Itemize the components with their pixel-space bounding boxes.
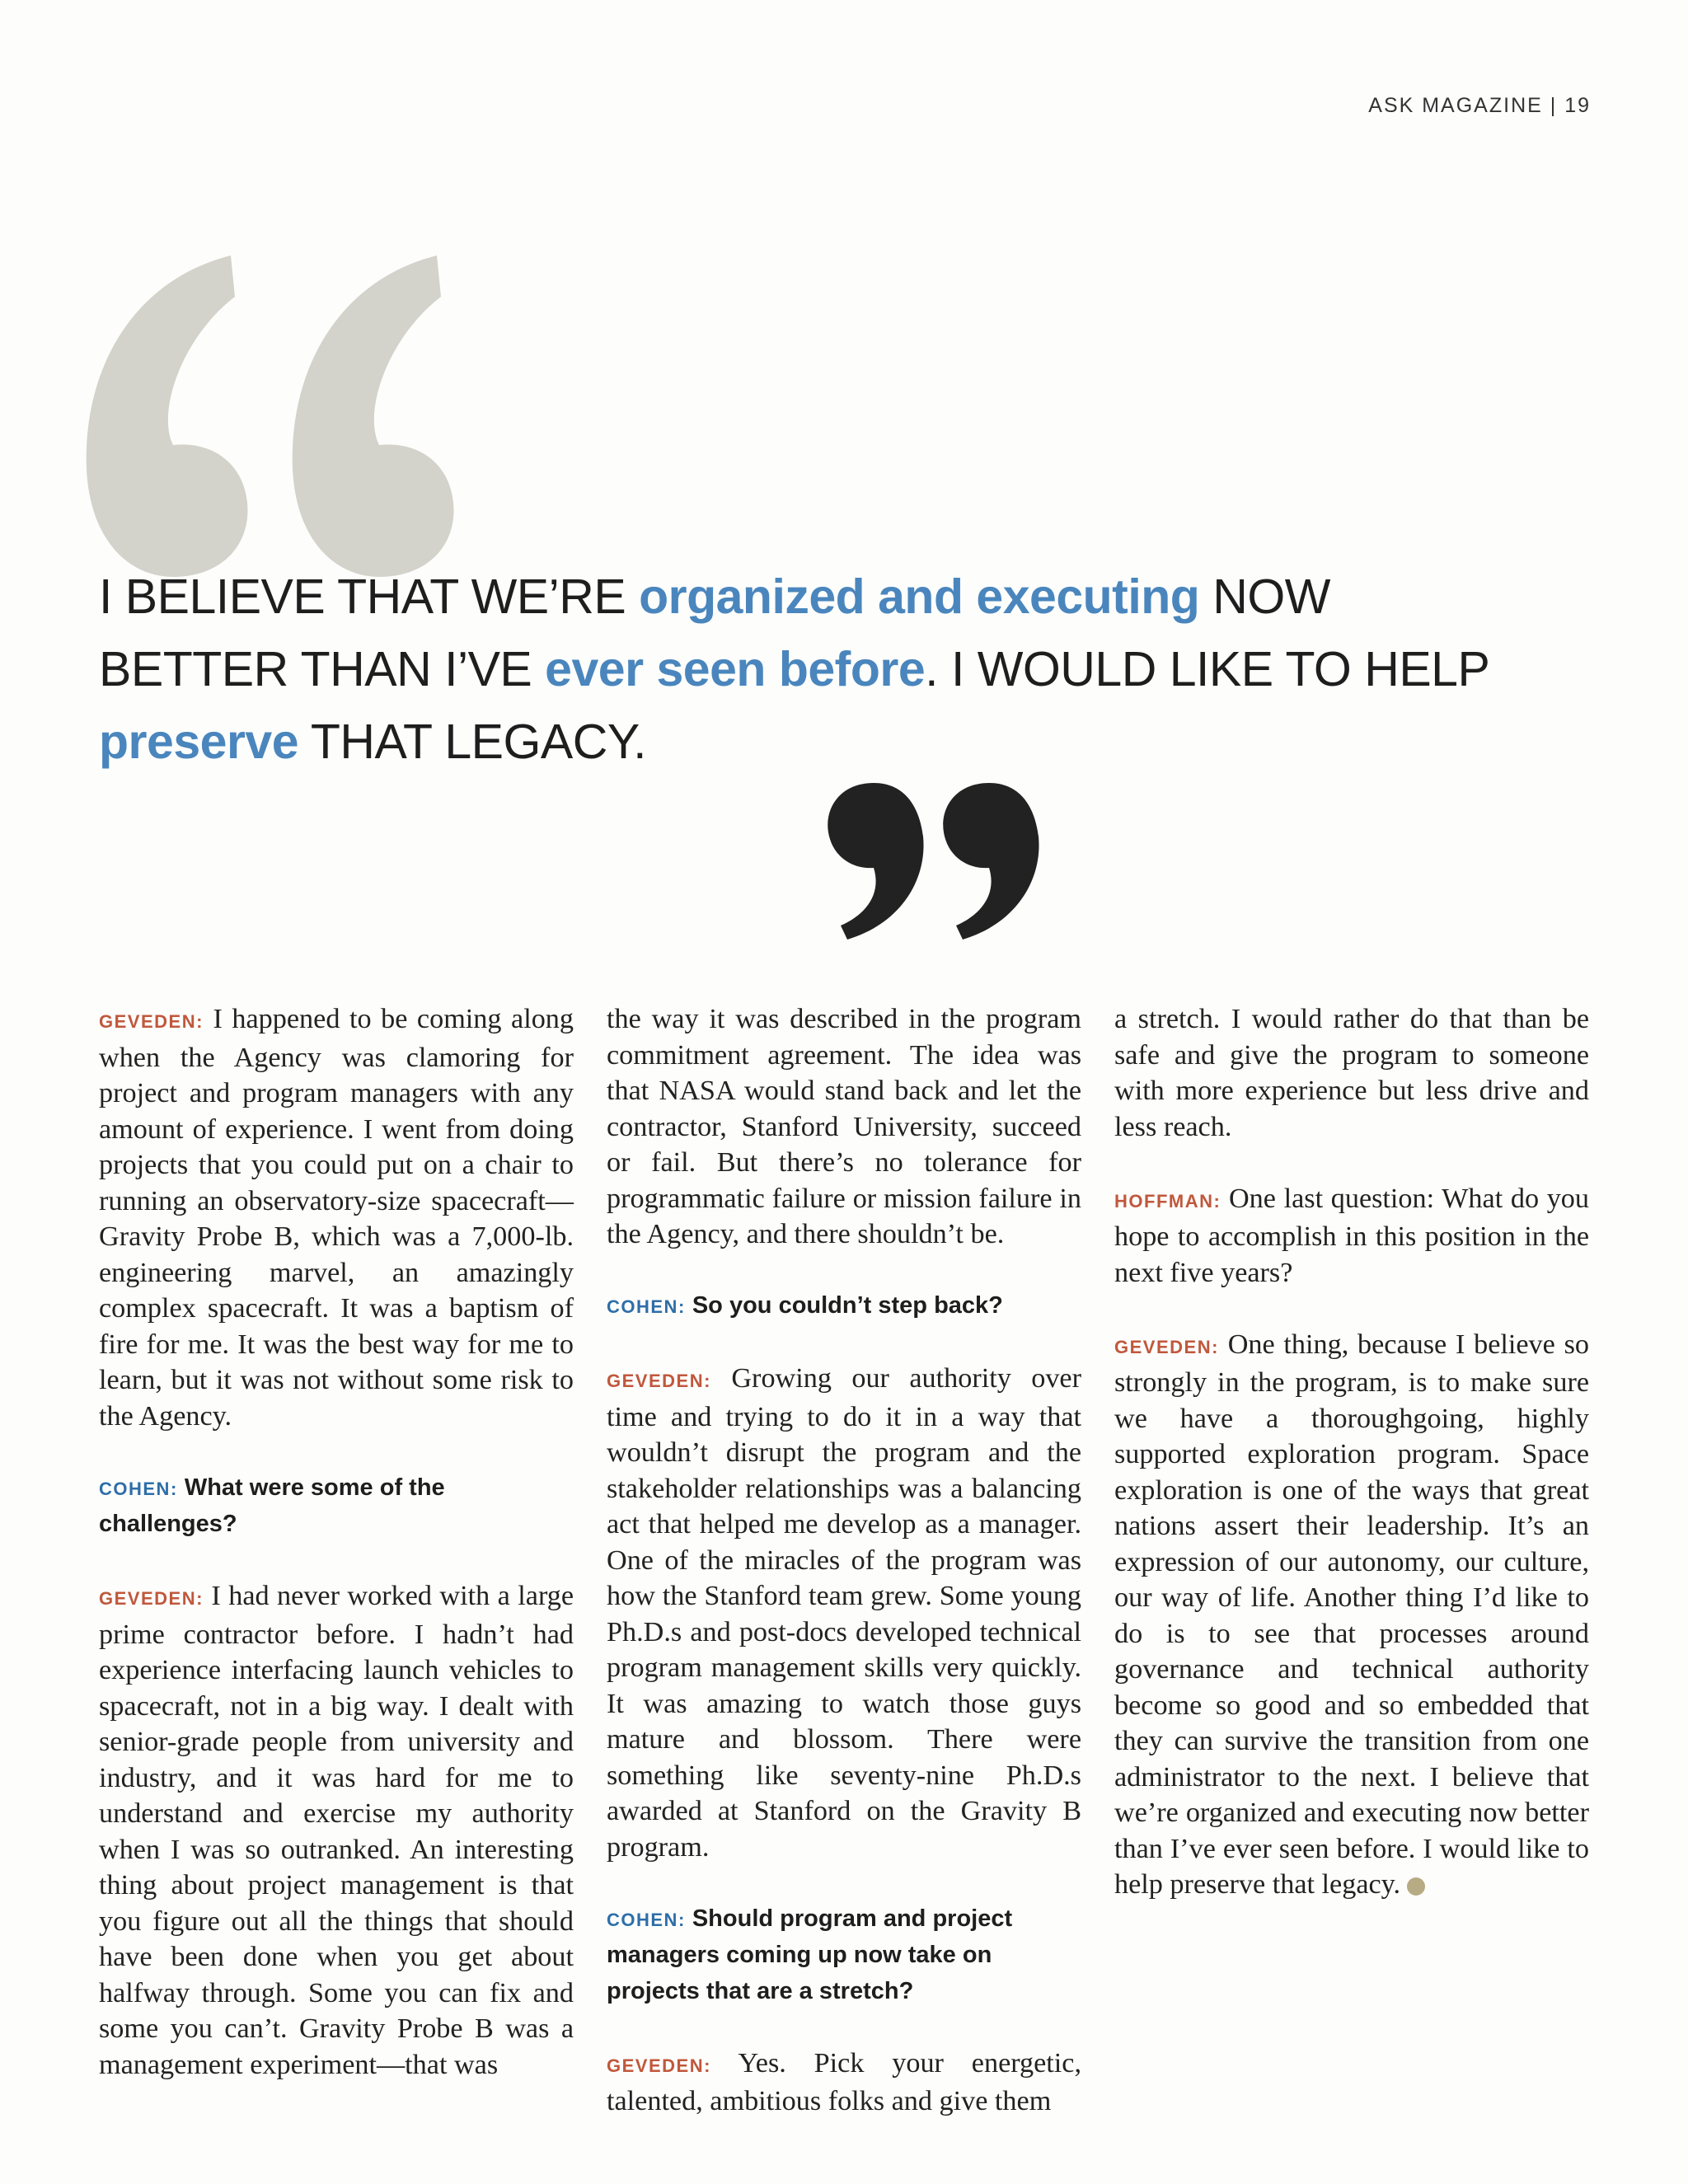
paragraph: [607, 1001, 1081, 1253]
paragraph-text: the way it was described in the program commitment agreement. The idea was that NASA would stand back and let the contractor, Stanford University, succeed or fail. But there’s no tolerance for programmatic failure or mission failure in the Agency, and there shouldn’t be.: [607, 1004, 1081, 1249]
paragraph-text: One thing, because I believe so strongly in the program, is to make sure we have a thoroughgoing, highly supported exploration program. Space exploration is one of the ways that great nations assert their leadership. It’s an expression of our autonomy, our culture, our way of life. Another thing I’d like to do is to see that processes around governance and technical authority become so good and so embedded that they can survive the transition from one administrator to the next. I believe that we’re organized and executing now better than I’ve ever seen before. I would like to help preserve that legacy.: [1114, 1329, 1589, 1900]
text-column-3: [1114, 1001, 1589, 1938]
speaker-label: COHEN:: [607, 1296, 686, 1317]
paragraph: [607, 2046, 1081, 2120]
question: [99, 1470, 574, 1543]
question-text: So you couldn’t step back?: [685, 1292, 1003, 1319]
paragraph-text: One last question: What do you hope to accomplish in this position in the next five years?: [1114, 1183, 1589, 1288]
speaker-label: GEVEDEN:: [607, 2055, 711, 2076]
paragraph-text: I had never worked with a large prime contractor before. I hadn’t had experience interfacing launch vehicles to spacecraft, not in a big way. I dealt with senior-grade people from university and industry, and it was hard for me to understand and exercise my authority when I was so outranked. An interesting thing about project management is that you figure out all the things that should have been done when you get about halfway through. Some you can fix and some you can’t. Gravity Probe B was a management experiment—that was: [99, 1581, 574, 2080]
text-column-1: [99, 1001, 574, 2119]
pull-quote-highlight: ever seen before: [545, 642, 926, 696]
paragraph-text: Yes. Pick your energetic, talented, ambitious folks and give them: [607, 2047, 1081, 2116]
question-text: Should program and project managers coming up now take on projects that are a stretch?: [607, 1905, 1013, 2004]
pull-quote: [99, 560, 1500, 778]
paragraph: [1114, 1327, 1589, 1903]
speaker-label: COHEN:: [607, 1909, 686, 1930]
pull-quote-highlight: organized and executing: [639, 569, 1200, 624]
speaker-label: COHEN:: [99, 1478, 178, 1499]
text-column-2: [607, 1001, 1081, 2155]
speaker-label: HOFFMAN:: [1114, 1190, 1221, 1212]
speaker-label: GEVEDEN:: [99, 1588, 204, 1609]
question-text: What were some of the challenges?: [99, 1474, 445, 1537]
paragraph-text: Growing our authority over time and trying to do it in a way that wouldn’t disrupt the program and the stakeholder relationships was a balancing act that helped me develop as a manager. One of the miracles of the program was how the Stanford team grew. Some young Ph.D.s and post-docs developed technical program management skills very quickly. It was amazing to watch those guys mature and blossom. There were something like seventy-nine Ph.D.s awarded at Stanford on the Gravity B program.: [607, 1363, 1081, 1863]
pull-quote-text: NOW BETTER THAN I’VE: [99, 569, 1330, 696]
question: [607, 1901, 1081, 2010]
speaker-label: GEVEDEN:: [1114, 1336, 1219, 1357]
paragraph: [607, 1361, 1081, 1865]
pull-quote-text: THAT LEGACY.: [298, 715, 647, 769]
paragraph: [99, 1001, 574, 1434]
end-mark-icon: [1407, 1877, 1425, 1896]
paragraph: [1114, 1181, 1589, 1291]
pull-quote-highlight: preserve: [99, 715, 299, 769]
paragraph-text: a stretch. I would rather do that than be safe and give the program to someone with more experience but less drive and less reach.: [1114, 1004, 1589, 1142]
speaker-label: GEVEDEN:: [99, 1011, 204, 1032]
speaker-label: GEVEDEN:: [607, 1371, 711, 1391]
paragraph: [99, 1578, 574, 2083]
close-quote-mark: [824, 779, 1055, 944]
page-header: ASK MAGAZINE | 19: [1368, 94, 1591, 117]
pull-quote-text: . I WOULD LIKE TO HELP: [925, 642, 1489, 696]
paragraph-text: I happened to be coming along when the Agency was clamoring for project and program managers with any amount of experience. I went from doing projects that you could put on a chair to running an observatory-size spacecraft—Gravity Probe B, which was a 7,000-lb. engineering marvel, an amazingly complex spacecraft. It was a baptism of fire for me. It was the best way for me to learn, but it was not without some risk to the Agency.: [99, 1004, 574, 1432]
paragraph: [1114, 1001, 1589, 1145]
question: [607, 1288, 1081, 1325]
pull-quote-text: I BELIEVE THAT WE’RE: [99, 569, 640, 624]
